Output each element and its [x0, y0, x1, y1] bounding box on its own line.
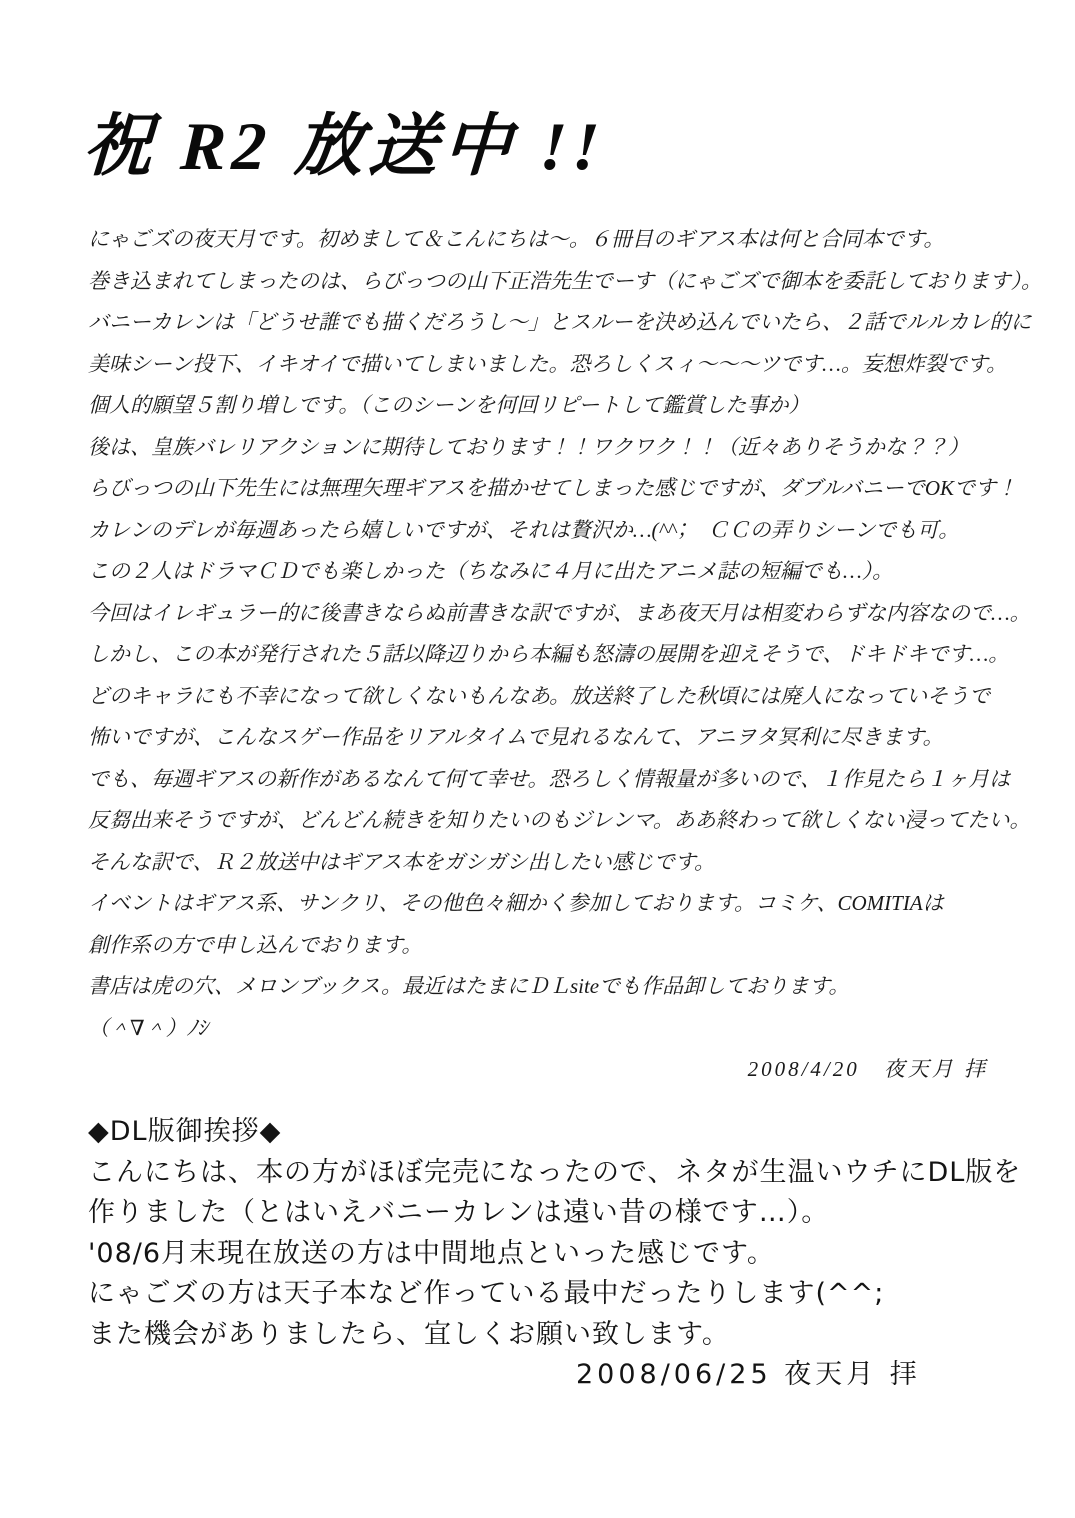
foreword-line: 個人的願望５割り増しです。（このシーンを何回リピートして鑑賞した事か） [88, 393, 810, 417]
foreword-line: 書店は虎の穴、メロンブックス。最近はたまにＤＬsiteでも作品卸しております。 [88, 974, 850, 998]
dl-note-line: こんにちは、本の方がほぼ完売になったので、ネタが生温いウチにDL版を [88, 1156, 1022, 1188]
foreword-line: イベントはギアス系、サンクリ、その他色々細かく参加しております。コミケ、COMITIAは [88, 891, 944, 915]
foreword-line: でも、毎週ギアスの新作があるなんて何て幸せ。恐ろしく情報量が多いので、１作見たら１ヶ月は [88, 766, 1011, 791]
foreword-signoff-date: 2008/4/20 夜天月 拝 [747, 1057, 988, 1081]
foreword-line: この２人はドラマＣＤでも楽しかった（ちなみに４月に出たアニメ誌の短編でも…）。 [88, 559, 894, 583]
foreword-line: どのキャラにも不幸になって欲しくないもんなあ。放送終了した秋頃には廃人になっていそうで [88, 683, 991, 708]
foreword-line: しかし、この本が発行された５話以降辺りから本編も怒濤の展開を迎えそうで、ドキドキです…。 [88, 642, 1010, 666]
foreword-line: 創作系の方で申し込んでおります。 [88, 932, 423, 957]
foreword-line: 美味シーン投下、イキオイで描いてしまいました。恐ろしくスィ～～～ツです…。妄想炸裂です。 [88, 351, 1008, 376]
foreword-line: 巻き込まれてしまったのは、らびっつの山下正浩先生でーす（にゃごズで御本を委託しております）。 [88, 268, 1043, 293]
foreword-line: 今回はイレギュラー的に後書きならぬ前書きな訳ですが、まあ夜天月は相変わらずな内容なので…。 [88, 600, 1031, 625]
foreword-line: 反芻出来そうですが、どんどん続きを知りたいのもジレンマ。ああ終わって欲しくない浸ってたい。 [88, 808, 1031, 832]
page-title: 祝 R2 放送中 !! [81, 108, 608, 184]
foreword-line: カレンのデレが毎週あったら嬉しいですが、それは贅沢か…(^^； ＣＣの弄りシーンでも可。 [88, 517, 960, 542]
foreword-line: にゃごズの夜天月です。初めまして＆こんにちは～。６冊目のギアス本は何と合同本です。 [88, 227, 945, 251]
foreword-line: 後は、皇族バレリアクションに期待しております！！ワクワク！！（近々ありそうかな？？） [88, 434, 969, 459]
foreword-kaomoji: （＾∇＾）ﾉｼ [88, 1015, 208, 1040]
foreword-line: バニーカレンは「どうせ誰でも描くだろうし～」とスルーを決め込んでいたら、２話でルルカレ的に [88, 310, 1032, 334]
dl-version-note-section [88, 1112, 1022, 1396]
dl-note-line: 作りました（とはいえバニーカレンは遠い昔の様です…）。 [88, 1197, 830, 1228]
dl-section-heading: ◆DL版御挨拶◆ [88, 1116, 282, 1147]
dl-note-line: また機会がありましたら、宜しくお願い致します。 [88, 1318, 730, 1350]
dl-signoff-date: 2008/06/25 夜天月 拝 [576, 1359, 921, 1390]
foreword-line: 怖いですが、こんなスゲー作品をリアルタイムで見れるなんて、アニヲタ冥利に尽きます。 [88, 725, 944, 749]
foreword-section [88, 219, 1043, 1091]
dl-note-line: にゃごズの方は天子本など作っている最中だったりします(^^; [88, 1278, 885, 1309]
foreword-line: そんな訳で、Ｒ２放送中はギアス本をガシガシ出したい感じです。 [88, 849, 716, 874]
foreword-line: らびっつの山下先生には無理矢理ギアスを描かせてしまった感じですが、ダブルバニーでOKです！ [88, 476, 1018, 500]
dl-note-line: '08/6月末現在放送の方は中間地点といった感じです。 [88, 1237, 775, 1269]
